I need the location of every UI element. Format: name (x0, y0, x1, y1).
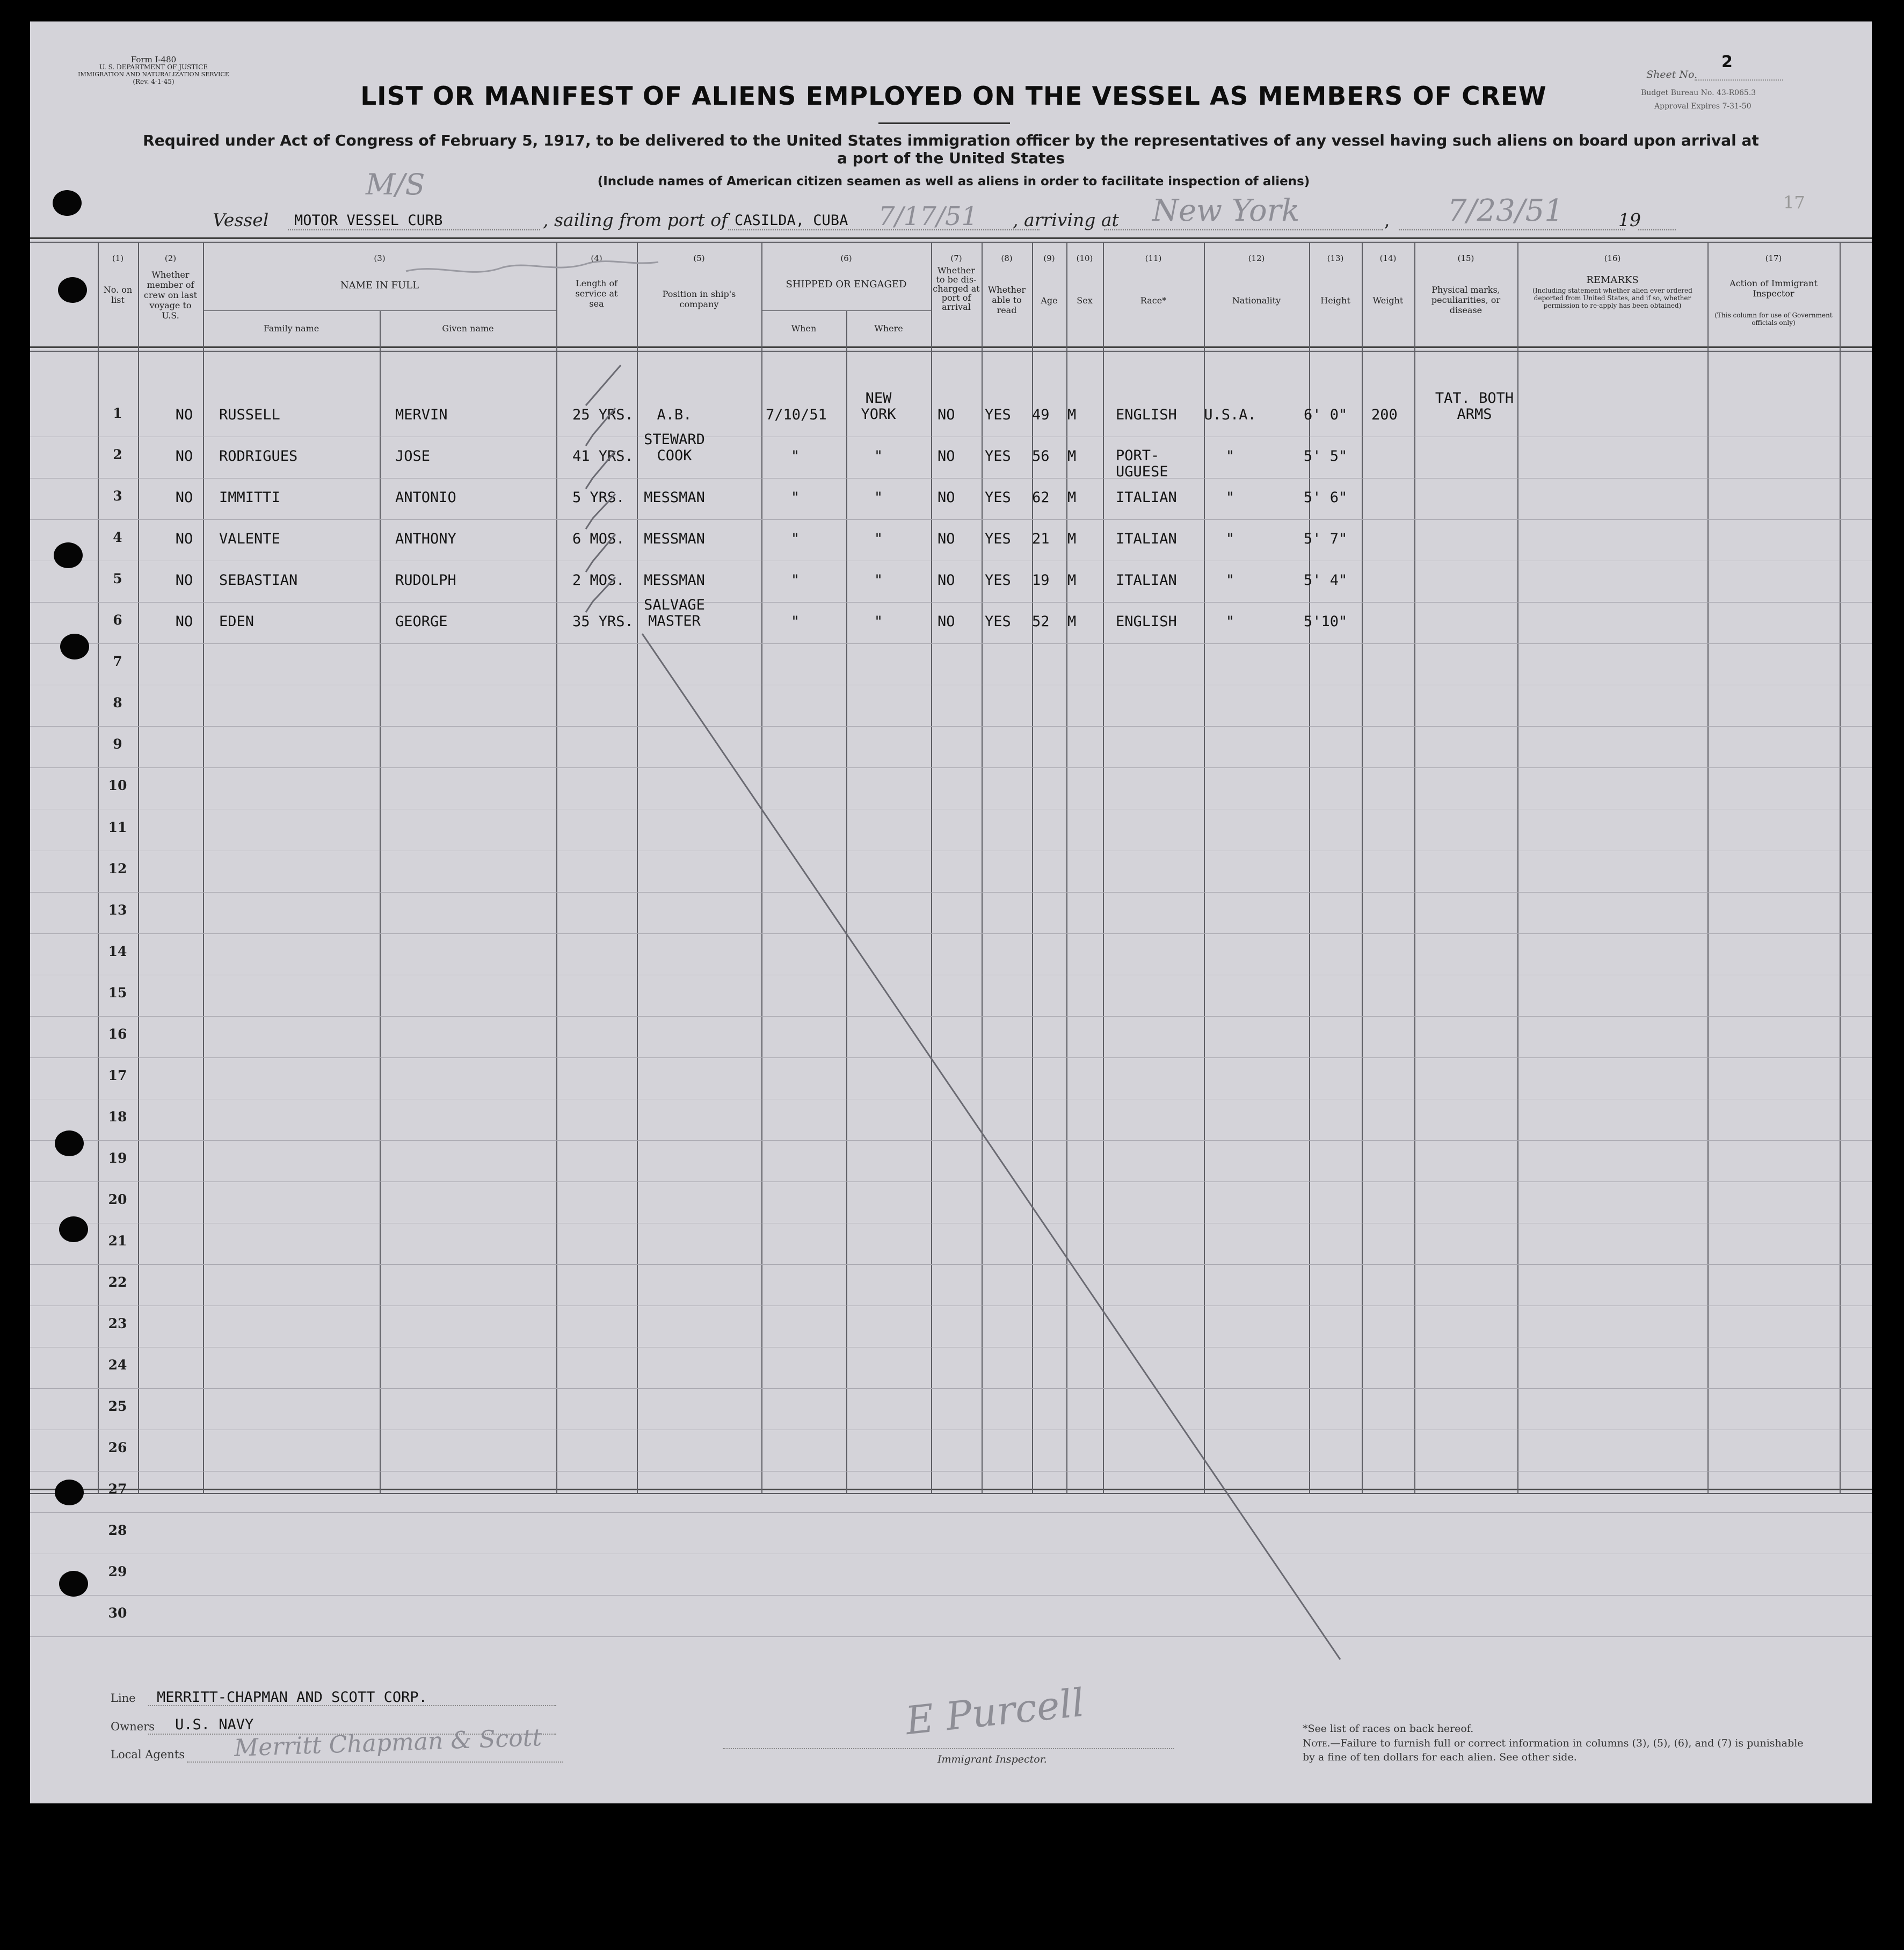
col-header-family: Family name (263, 323, 319, 334)
col-header-age: Age (1041, 295, 1058, 306)
cell-nationality: " (1225, 613, 1235, 630)
cell-nationality: U.S.A. (1204, 407, 1256, 423)
cell-race: ENGLISH (1116, 613, 1177, 630)
cell-height: 5' 6" (1304, 489, 1348, 506)
cell-when: " (790, 448, 800, 465)
cell-marks: TAT. BOTH ARMS (1435, 390, 1514, 423)
cell-race: ITALIAN (1116, 572, 1177, 589)
row-number: 29 (108, 1564, 127, 1580)
vessel-handwritten: M/S (366, 168, 425, 201)
col-num: (8) (1001, 253, 1013, 263)
check-mark (586, 577, 615, 612)
row-number: 25 (108, 1398, 127, 1415)
col-header-no: No. on list (103, 285, 133, 305)
col-header-sex: Sex (1077, 295, 1093, 306)
col-num: (3) (374, 253, 386, 263)
revision: (Rev. 4-1-45) (133, 78, 175, 85)
arrival-date: 7/23/51 (1448, 193, 1564, 228)
cell-race: PORT- UGUESE (1116, 447, 1168, 481)
approval-expiry: Approval Expires 7-31-50 (1654, 102, 1752, 111)
cell-read: YES (985, 407, 1011, 423)
cell-prev: NO (175, 407, 193, 423)
page-title: LIST OR MANIFEST OF ALIENS EMPLOYED ON THE VESSEL AS MEMBERS OF CREW (360, 82, 1547, 111)
cell-family: EDEN (219, 613, 255, 630)
punch-hole (55, 1130, 84, 1156)
sheet-number: 2 (1721, 53, 1733, 71)
row-number: 1 (113, 405, 122, 421)
cell-service: 41 YRS. (572, 448, 634, 465)
row-number: 28 (108, 1523, 127, 1539)
col-header-position: Position in ship's company (662, 289, 736, 309)
col-header-name: NAME IN FULL (340, 280, 419, 291)
agents-handwritten: Merritt Chapman & Scott (234, 1724, 542, 1762)
cell-nationality: " (1225, 572, 1235, 589)
arriving-label: , arriving at (1013, 209, 1119, 230)
cell-position: SALVAGE MASTER (644, 597, 705, 630)
sheet-label: Sheet No. (1646, 69, 1698, 81)
col-header-read: Whether able to read (987, 285, 1026, 315)
cell-discharged: NO (938, 531, 955, 548)
cell-when: 7/10/51 (766, 407, 827, 423)
row-number: 12 (108, 860, 127, 876)
cell-read: YES (985, 489, 1011, 506)
vessel-label: Vessel (213, 209, 269, 230)
row-number: 11 (108, 819, 127, 835)
cell-when: " (790, 613, 800, 630)
row-number: 2 (113, 447, 122, 463)
cell-race: ITALIAN (1116, 531, 1177, 548)
comma: , (1384, 209, 1390, 230)
cell-sex: M (1067, 407, 1077, 423)
cell-discharged: NO (938, 572, 955, 589)
cell-family: SEBASTIAN (219, 572, 298, 589)
owners-label: Owners (111, 1720, 155, 1733)
punch-hole (53, 190, 82, 216)
punch-hole (60, 634, 89, 659)
cell-when: " (790, 531, 800, 548)
check-mark (586, 408, 615, 446)
signature-underline (723, 1748, 1174, 1749)
punch-hole (58, 277, 87, 303)
row-number: 13 (108, 902, 127, 918)
cell-sex: M (1067, 572, 1077, 589)
col-num: (7) (950, 253, 962, 263)
cell-family: RUSSELL (219, 407, 280, 423)
cell-nationality: " (1225, 489, 1235, 506)
note-label: Note. (1303, 1737, 1331, 1749)
cell-family: VALENTE (219, 531, 280, 548)
cell-prev: NO (175, 572, 193, 589)
cell-family: IMMITTI (219, 489, 280, 506)
cell-race: ITALIAN (1116, 489, 1177, 506)
cell-given: ANTONIO (395, 489, 456, 506)
cell-prev: NO (175, 613, 193, 630)
diagonal-cancel-line (642, 634, 1340, 1659)
cell-age: 56 (1032, 448, 1050, 465)
cell-where: " (874, 572, 883, 589)
row-number: 17 (108, 1067, 127, 1083)
cell-prev: NO (175, 489, 193, 506)
row-number: 7 (113, 654, 122, 670)
cell-when: " (790, 489, 800, 506)
cell-read: YES (985, 448, 1011, 465)
row-number: 6 (113, 612, 122, 628)
col-num: (14) (1379, 253, 1397, 263)
row-number: 3 (113, 488, 122, 504)
arriving-port: New York (1152, 193, 1300, 228)
row-number: 19 (108, 1150, 127, 1166)
cell-position: A.B. (657, 407, 692, 423)
cell-service: 5 YRS. (572, 489, 625, 506)
cell-nationality: " (1225, 531, 1235, 548)
cell-given: RUDOLPH (395, 572, 456, 589)
col-num: (11) (1145, 253, 1162, 263)
line-value: MERRITT-CHAPMAN AND SCOTT CORP. (157, 1689, 427, 1706)
cell-read: YES (985, 572, 1011, 589)
cell-service: 25 YRS. (572, 407, 634, 423)
cell-height: 5' 7" (1304, 531, 1348, 548)
cell-family: RODRIGUES (219, 448, 298, 465)
col-header-service: Length of service at sea (575, 278, 618, 309)
col-num: (6) (840, 253, 852, 263)
cell-prev: NO (175, 531, 193, 548)
col-num: (17) (1765, 253, 1782, 263)
line-label: Line (111, 1692, 136, 1705)
row-number: 20 (108, 1191, 127, 1207)
check-mark (586, 365, 621, 405)
note-text: —Failure to furnish full or correct information in columns (3), (5), (6), and (7) is punishable by a fine of ten dollars for each alien. See other side. (1303, 1737, 1804, 1763)
cell-discharged: NO (938, 613, 955, 630)
check-mark (586, 494, 615, 529)
row-number: 14 (108, 943, 127, 959)
cell-nationality: " (1225, 448, 1235, 465)
check-mark (586, 451, 615, 489)
sailing-date: 7/17/51 (878, 201, 978, 231)
row-number: 18 (108, 1108, 127, 1125)
cell-where: " (874, 613, 883, 630)
col-header-when: When (791, 323, 817, 334)
col-header-marks: Physical marks, peculiarities, or disease (1431, 285, 1501, 315)
col-header-race: Race* (1140, 295, 1167, 306)
col-num: (5) (693, 253, 705, 263)
col-header-discharged: Whether to be dis-charged at port of arrival (933, 265, 980, 312)
owners-value: U.S. NAVY (175, 1716, 254, 1733)
cell-service: 35 YRS. (572, 613, 634, 630)
cell-where: NEW YORK (861, 390, 896, 423)
col-num: (15) (1457, 253, 1474, 263)
cell-position: STEWARD COOK (644, 431, 705, 465)
row-number: 21 (108, 1233, 127, 1249)
manifest-sheet (30, 21, 1872, 1803)
cell-given: ANTHONY (395, 531, 456, 548)
cell-age: 49 (1032, 407, 1050, 423)
col-header-where: Where (874, 323, 903, 334)
col-header-action: Action of Immigrant Inspector (1729, 278, 1818, 299)
row-number: 10 (108, 778, 127, 794)
col-header-remarks-note: (Including statement whether alien ever ordered deported from United States, and if so, whether permission to re-apply has been obtained) (1532, 287, 1692, 309)
cell-read: YES (985, 531, 1011, 548)
cell-position: MESSMAN (644, 531, 705, 548)
include-note: (Include names of American citizen seamen as well as aliens in order to facilitate inspection of aliens) (597, 175, 1310, 189)
cell-race: ENGLISH (1116, 407, 1177, 423)
cell-sex: M (1067, 489, 1077, 506)
check-mark (586, 534, 615, 572)
row-number: 26 (108, 1440, 127, 1456)
cell-given: MERVIN (395, 407, 448, 423)
row-number: 5 (113, 571, 122, 587)
port-name: CASILDA, CUBA (735, 212, 848, 229)
cell-discharged: NO (938, 407, 955, 423)
row-number: 27 (108, 1481, 127, 1497)
col-header-shipped: SHIPPED OR ENGAGED (786, 279, 907, 290)
cell-age: 52 (1032, 613, 1050, 630)
col-header-remarks: REMARKS (1586, 274, 1639, 286)
row-number: 24 (108, 1357, 127, 1373)
cell-given: GEORGE (395, 613, 448, 630)
punch-hole (59, 1216, 88, 1242)
cell-position: MESSMAN (644, 489, 705, 506)
col-header-nationality: Nationality (1232, 295, 1281, 306)
col-header-action-note: (This column for use of Government officials only) (1714, 311, 1833, 327)
row-number: 4 (113, 530, 122, 546)
cell-discharged: NO (938, 489, 955, 506)
cell-where: " (874, 531, 883, 548)
cell-sex: M (1067, 531, 1077, 548)
cell-age: 62 (1032, 489, 1050, 506)
cell-height: 6' 0" (1304, 407, 1348, 423)
vessel-name: MOTOR VESSEL CURB (294, 212, 443, 229)
cell-position: MESSMAN (644, 572, 705, 589)
col-num: (10) (1076, 253, 1093, 263)
cell-sex: M (1067, 448, 1077, 465)
col-num: (4) (591, 253, 602, 263)
row-number: 16 (108, 1026, 127, 1042)
inspector-signature: E Purcell (903, 1679, 1087, 1744)
col-header-height: Height (1320, 295, 1350, 306)
scribble (406, 261, 658, 272)
row-number: 23 (108, 1316, 127, 1332)
budget-number: Budget Bureau No. 43-R065.3 (1641, 89, 1756, 97)
col-header-weight: Weight (1372, 295, 1404, 306)
cell-when: " (790, 572, 800, 589)
agents-label: Local Agents (111, 1748, 185, 1761)
cell-height: 5' 4" (1304, 572, 1348, 589)
cell-prev: NO (175, 448, 193, 465)
row-number: 9 (113, 736, 122, 752)
pencil-marks (30, 21, 1872, 1803)
punch-hole (59, 1571, 88, 1597)
col-num: (12) (1248, 253, 1265, 263)
cell-height: 5'10" (1304, 613, 1348, 630)
service: IMMIGRATION AND NATURALIZATION SERVICE (78, 71, 229, 78)
cell-age: 21 (1032, 531, 1050, 548)
col-num: (16) (1604, 253, 1621, 263)
cell-service: 2 MOS. (572, 572, 625, 589)
col-num: (1) (112, 253, 124, 263)
corner-number: 17 (1783, 192, 1805, 213)
cell-age: 19 (1032, 572, 1050, 589)
races-note: *See list of races on back hereof. (1303, 1723, 1474, 1735)
form-number: Form I-480 (130, 55, 177, 64)
subtitle: Required under Act of Congress of February 5, 1917, to be delivered to the United States immigration officer by the representatives of any vessel having such aliens on board upon arrival at a port of the United States (143, 132, 1759, 167)
punch-hole (55, 1480, 84, 1505)
department: U. S. DEPARTMENT OF JUSTICE (99, 63, 208, 71)
row-number: 15 (108, 984, 127, 1001)
year-prefix: 19 (1618, 209, 1641, 230)
col-num: (9) (1043, 253, 1055, 263)
cell-weight: 200 (1371, 407, 1398, 423)
cell-where: " (874, 489, 883, 506)
col-header-given: Given name (442, 323, 494, 334)
cell-sex: M (1067, 613, 1077, 630)
cell-height: 5' 5" (1304, 448, 1348, 465)
punch-hole (54, 542, 83, 568)
col-num: (13) (1327, 253, 1344, 263)
col-num: (2) (164, 253, 177, 263)
cell-given: JOSE (395, 448, 431, 465)
col-header-prior-voyage: Whether member of crew on last voyage to U.S. (143, 270, 198, 321)
row-number: 30 (108, 1605, 127, 1621)
cell-where: " (874, 448, 883, 465)
fine-note (1303, 1736, 1818, 1764)
row-number: 8 (113, 695, 122, 711)
cell-service: 6 MOS. (572, 531, 625, 548)
sailing-label: , sailing from port of (543, 209, 728, 230)
inspector-label: Immigrant Inspector. (938, 1753, 1047, 1765)
row-number: 22 (108, 1274, 127, 1291)
cell-discharged: NO (938, 448, 955, 465)
cell-read: YES (985, 613, 1011, 630)
